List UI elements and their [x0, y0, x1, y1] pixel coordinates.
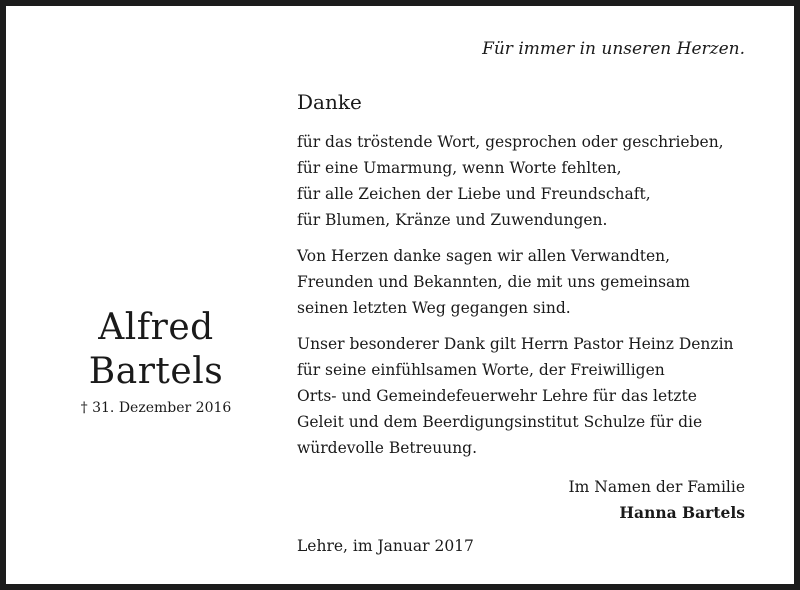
text-line: für alle Zeichen der Liebe und Freundschaft, — [297, 185, 651, 203]
thanks-paragraph — [297, 243, 767, 321]
on-behalf-text: Im Namen der Familie — [568, 478, 745, 496]
deceased-first-name: Alfred — [98, 307, 214, 348]
text-line: für eine Umarmung, wenn Worte fehlten, — [297, 159, 622, 177]
text-line: Unser besonderer Dank gilt Herrn Pastor Heinz Denzin — [297, 335, 734, 353]
signer-name: Hanna Bartels — [619, 503, 745, 522]
text-line: seinen letzten Weg gegangen sind. — [297, 299, 571, 317]
thanks-block — [297, 89, 767, 471]
text-line: für das tröstende Wort, gesprochen oder geschrieben, — [297, 133, 724, 151]
thanks-paragraph — [297, 129, 767, 233]
deceased-block — [46, 306, 266, 416]
motto: Für immer in unseren Herzen. — [482, 39, 745, 59]
signature-block — [569, 474, 745, 526]
text-line: für seine einfühlsamen Worte, der Freiwilligen — [297, 361, 665, 379]
death-date: † 31. Dezember 2016 — [80, 400, 232, 416]
text-line: Geleit und dem Beerdigungsinstitut Schulze für die — [297, 413, 703, 431]
text-line: für Blumen, Kränze und Zuwendungen. — [297, 211, 608, 229]
deceased-last-name: Bartels — [88, 351, 224, 392]
thanks-heading: Danke — [297, 90, 362, 114]
text-line: Orts- und Gemeindefeuerwehr Lehre für das letzte — [297, 387, 697, 405]
thanks-paragraph — [297, 331, 767, 461]
place-date: Lehre, im Januar 2017 — [297, 537, 474, 555]
text-line: Freunden und Bekannten, die mit uns gemeinsam — [297, 273, 690, 291]
text-line: würdevolle Betreuung. — [297, 439, 478, 457]
text-line: Von Herzen danke sagen wir allen Verwandten, — [297, 247, 671, 265]
